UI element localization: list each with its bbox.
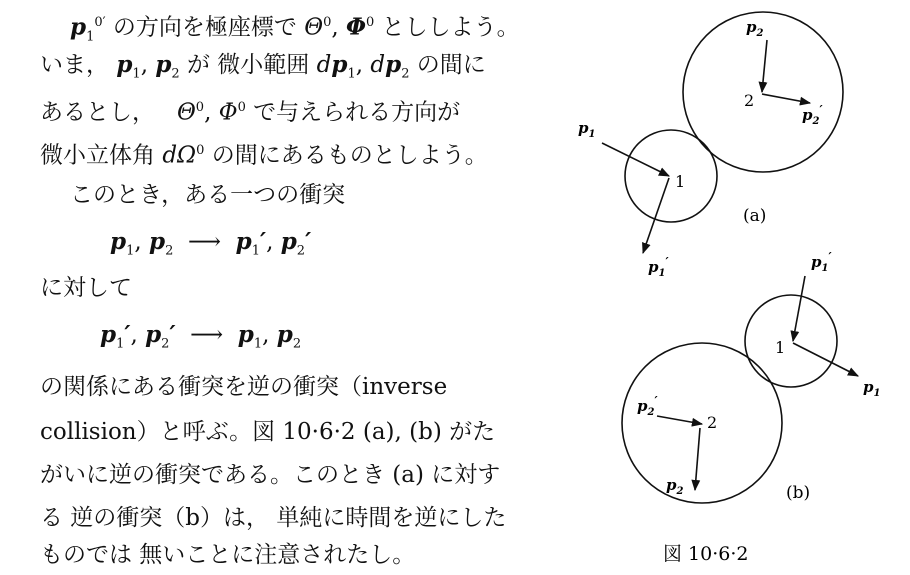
equation-inverse	[100, 320, 301, 360]
text-segment: る 逆の衝突（b）は， 単純に時間を逆にした	[40, 505, 507, 531]
label-b: (b)	[786, 483, 811, 503]
p-symbol: p	[385, 51, 402, 78]
p-symbol: p	[280, 228, 297, 255]
prime: ′	[819, 103, 823, 117]
superscript: 0	[237, 100, 246, 115]
label-2-a: 2	[744, 91, 755, 110]
subscript: 1	[253, 336, 263, 352]
p-symbol: p	[155, 51, 172, 78]
subscript: 2	[756, 28, 764, 39]
circle-small-b	[745, 295, 837, 387]
label-a: (a)	[743, 206, 767, 226]
subscript: 1	[132, 66, 141, 82]
subscript: 1	[86, 29, 95, 45]
p-char: p	[746, 18, 757, 36]
subscript: 2	[296, 243, 306, 259]
subscript: 2	[401, 66, 410, 82]
p-symbol: p	[276, 321, 293, 348]
text-segment: がいに逆の衝突である。このとき (a) に対す	[40, 462, 501, 488]
arrow-symbol: ⟶	[188, 229, 221, 255]
subscript: 2	[292, 336, 302, 352]
superscript: 0	[196, 143, 205, 158]
text-segment: いま，	[40, 52, 109, 78]
subscript: 1	[821, 263, 829, 274]
text-segment: が 微小範囲	[187, 52, 310, 78]
superscript: 0	[366, 15, 375, 30]
prime: ′	[305, 228, 312, 255]
text-segment: の方向を極座標で	[112, 14, 297, 41]
p-char: p	[863, 378, 874, 396]
subscript: 2	[161, 336, 170, 352]
subscript: 2	[171, 66, 180, 82]
comma: ,	[266, 229, 274, 255]
d-symbol: d	[370, 52, 386, 78]
diagram-b	[622, 250, 880, 503]
arrow-p1prime-b	[793, 276, 805, 341]
text-segment: の間に	[416, 52, 486, 78]
text-segment: で与えられる方向が	[253, 99, 461, 126]
p-symbol: p	[100, 321, 117, 348]
text-segment: このとき，ある一つの衝突	[70, 182, 346, 208]
arrow-p2prime-a	[762, 94, 810, 103]
subscript: 1	[126, 243, 135, 259]
label-p1prime-b	[811, 250, 832, 274]
text-segment: 微小立体角	[40, 142, 155, 169]
prime: ′	[665, 255, 669, 269]
comma: ,	[204, 99, 212, 126]
comma: ,	[262, 322, 270, 348]
figure-caption: 図 10·6·2	[663, 543, 749, 565]
p-symbol: p	[116, 51, 133, 78]
subscript: 1	[251, 243, 260, 259]
subscript: 2	[676, 486, 684, 497]
subscript: 1	[347, 66, 356, 82]
d-symbol: d	[316, 52, 332, 78]
label-p1prime-a	[648, 255, 669, 279]
prime: ′	[124, 321, 131, 348]
p-symbol: p	[145, 321, 162, 348]
text-segment: とししよう。	[381, 14, 520, 41]
label-p1-a	[578, 119, 595, 140]
superscript: 0	[323, 15, 332, 30]
theta-symbol: Θ	[304, 14, 324, 41]
label-p2-b	[666, 476, 684, 497]
omega-symbol: Ω	[177, 142, 197, 169]
circle-small-a	[625, 130, 717, 222]
theta-symbol: Θ	[176, 99, 196, 126]
p-symbol: p	[235, 228, 252, 255]
label-1-a: 1	[675, 172, 686, 191]
text-line-11	[40, 460, 500, 490]
text-line-5	[70, 180, 345, 210]
text-segment: の間にあるものとしよう。	[211, 142, 488, 169]
comma: ,	[134, 229, 142, 255]
subscript: 1	[873, 388, 881, 399]
text-line-10	[40, 417, 495, 447]
subscript: 2	[165, 243, 174, 259]
arrow-p2-b	[695, 428, 700, 490]
subscript: 2	[812, 116, 820, 127]
comma: ,	[140, 52, 148, 78]
p-symbol: p	[331, 51, 348, 78]
label-2-b: 2	[707, 413, 718, 432]
prime: ′	[654, 394, 658, 408]
p-char: p	[666, 476, 677, 494]
prime: ′	[828, 250, 832, 264]
text-segment: の関係にある衝突を逆の衝突（inverse	[40, 374, 448, 400]
text-line-12	[40, 503, 506, 533]
p-symbol: p	[237, 321, 254, 348]
text-segment: に対して	[40, 275, 132, 301]
arrow-symbol: ⟶	[190, 322, 224, 348]
p-char: p	[802, 106, 813, 124]
d-symbol: d	[162, 142, 178, 169]
phi-symbol: Φ	[346, 13, 367, 41]
superscript: 0′	[94, 15, 106, 30]
phi-symbol: Φ	[218, 99, 238, 126]
text-line-1	[70, 8, 520, 52]
text-segment: あるとし，	[40, 99, 155, 126]
prime: ′	[259, 228, 267, 255]
subscript: 1	[116, 336, 125, 352]
p-char: p	[648, 258, 659, 276]
p-char: p	[578, 119, 589, 137]
text-segment: ものでは 無いことに注意されたし。	[40, 542, 416, 568]
p-char: p	[637, 397, 648, 415]
text-line-2	[40, 50, 486, 90]
figure-10-6-2	[565, 0, 910, 575]
label-p2prime-b	[637, 394, 658, 418]
text-line-3	[40, 93, 460, 128]
superscript: 0	[195, 100, 205, 115]
text-segment: collision）と呼ぶ。図 10·6·2 (a), (b) がた	[40, 419, 496, 445]
arrow-p2-a	[762, 40, 767, 92]
text-line-4	[40, 136, 488, 171]
circle-large-b	[622, 343, 782, 503]
p-symbol: p	[149, 228, 166, 255]
text-line-9	[40, 372, 447, 402]
equation-forward	[110, 227, 311, 267]
subscript: 1	[658, 268, 666, 279]
p-symbol: p	[70, 13, 87, 41]
p-symbol: p	[110, 228, 127, 255]
arrow-p2prime-b	[657, 416, 702, 424]
text-line-7	[40, 273, 132, 303]
subscript: 1	[588, 129, 596, 140]
label-1-b: 1	[775, 338, 786, 357]
label-p2prime-a	[802, 103, 823, 127]
prime: ′	[169, 321, 176, 348]
p-char: p	[811, 253, 822, 271]
text-line-13	[40, 540, 415, 570]
comma: ,	[130, 322, 138, 348]
label-p1-b	[863, 378, 880, 399]
comma: ,	[355, 52, 364, 78]
subscript: 2	[647, 407, 655, 418]
diagram-a	[578, 12, 843, 279]
label-p2-a	[746, 18, 764, 39]
comma: ,	[331, 14, 339, 41]
